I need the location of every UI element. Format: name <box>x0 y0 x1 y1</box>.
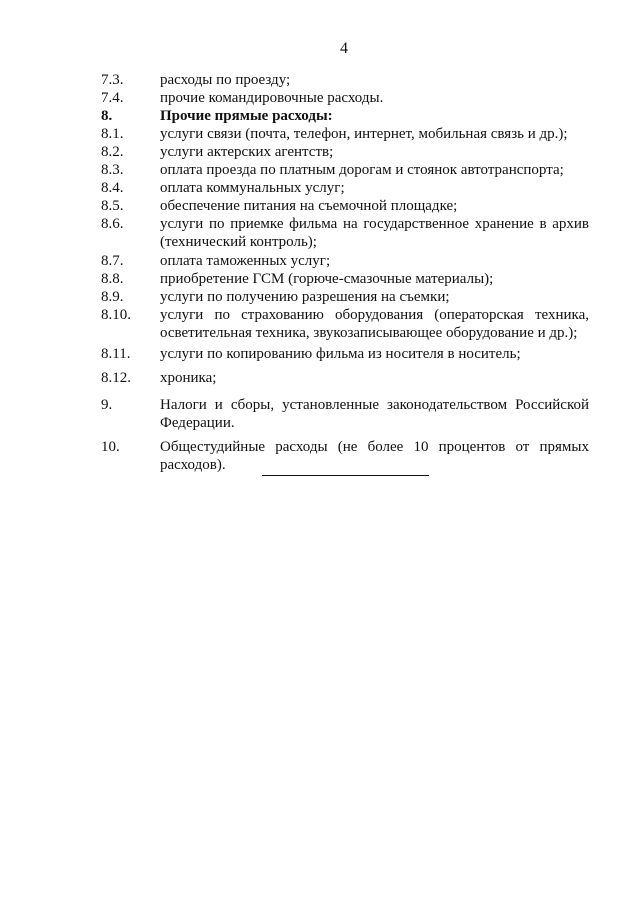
item-text: приобретение ГСМ (горюче-смазочные материалы); <box>160 271 494 287</box>
item-number: 8.3. <box>101 162 124 178</box>
list-item-8-4 <box>101 179 589 197</box>
list-item-8-6 <box>101 215 589 251</box>
item-text: прочие командировочные расходы. <box>160 90 384 106</box>
list-item-9 <box>101 396 589 432</box>
list-item-8-2 <box>101 143 589 161</box>
item-number: 8.10. <box>101 307 131 323</box>
item-number: 9. <box>101 397 113 413</box>
item-text: оплата проезда по платным дорогам и стоянок автотранспорта; <box>160 162 564 178</box>
item-number: 8.8. <box>101 271 124 287</box>
item-text: услуги по получению разрешения на съемки; <box>160 289 450 305</box>
list-item-8-5 <box>101 197 589 215</box>
expense-list <box>101 71 589 474</box>
section-heading-8 <box>101 107 589 125</box>
item-text: оплата коммунальных услуг; <box>160 180 345 196</box>
item-number: 7.4. <box>101 90 124 106</box>
list-item-8-9 <box>101 288 589 306</box>
item-text: услуги связи (почта, телефон, интернет, мобильная связь и др.); <box>160 126 568 142</box>
item-number: 8.4. <box>101 180 124 196</box>
list-item-8-12 <box>101 369 589 387</box>
list-item-8-8 <box>101 270 589 288</box>
item-text: Общестудийные расходы (не более 10 процентов от прямых расходов). <box>160 439 589 473</box>
list-item-8-10 <box>101 306 589 342</box>
item-number: 8.5. <box>101 198 124 214</box>
item-text: расходы по проезду; <box>160 72 291 88</box>
item-text: услуги по копированию фильма из носителя в носитель; <box>160 346 521 362</box>
list-item-8-11 <box>101 345 589 363</box>
item-number: 8.9. <box>101 289 124 305</box>
item-text: Налоги и сборы, установленные законодательством Российской Федерации. <box>160 397 589 431</box>
end-divider-line <box>262 475 429 476</box>
item-text: оплата таможенных услуг; <box>160 253 331 269</box>
section-number: 8. <box>101 108 113 124</box>
item-number: 10. <box>101 439 120 455</box>
item-number: 8.2. <box>101 144 124 160</box>
list-item-8-1 <box>101 125 589 143</box>
list-item-7-4 <box>101 89 589 107</box>
list-item-10 <box>101 438 589 474</box>
item-number: 8.11. <box>101 346 131 362</box>
list-item-8-3 <box>101 161 589 179</box>
list-item-7-3 <box>101 71 589 89</box>
item-text: обеспечение питания на съемочной площадке; <box>160 198 458 214</box>
item-text: услуги по страхованию оборудования (операторская техника, осветительная техника, звукозаписывающее оборудование и др.); <box>160 307 589 341</box>
item-number: 8.6. <box>101 216 124 232</box>
item-text: услуги по приемке фильма на государственное хранение в архив (технический контроль); <box>160 216 589 250</box>
section-title: Прочие прямые расходы: <box>160 108 333 124</box>
item-text: услуги актерских агентств; <box>160 144 334 160</box>
list-item-8-7 <box>101 252 589 270</box>
item-number: 8.12. <box>101 370 131 386</box>
page-number: 4 <box>340 40 348 57</box>
item-number: 8.7. <box>101 253 124 269</box>
item-text: хроника; <box>160 370 217 386</box>
item-number: 7.3. <box>101 72 124 88</box>
item-number: 8.1. <box>101 126 124 142</box>
